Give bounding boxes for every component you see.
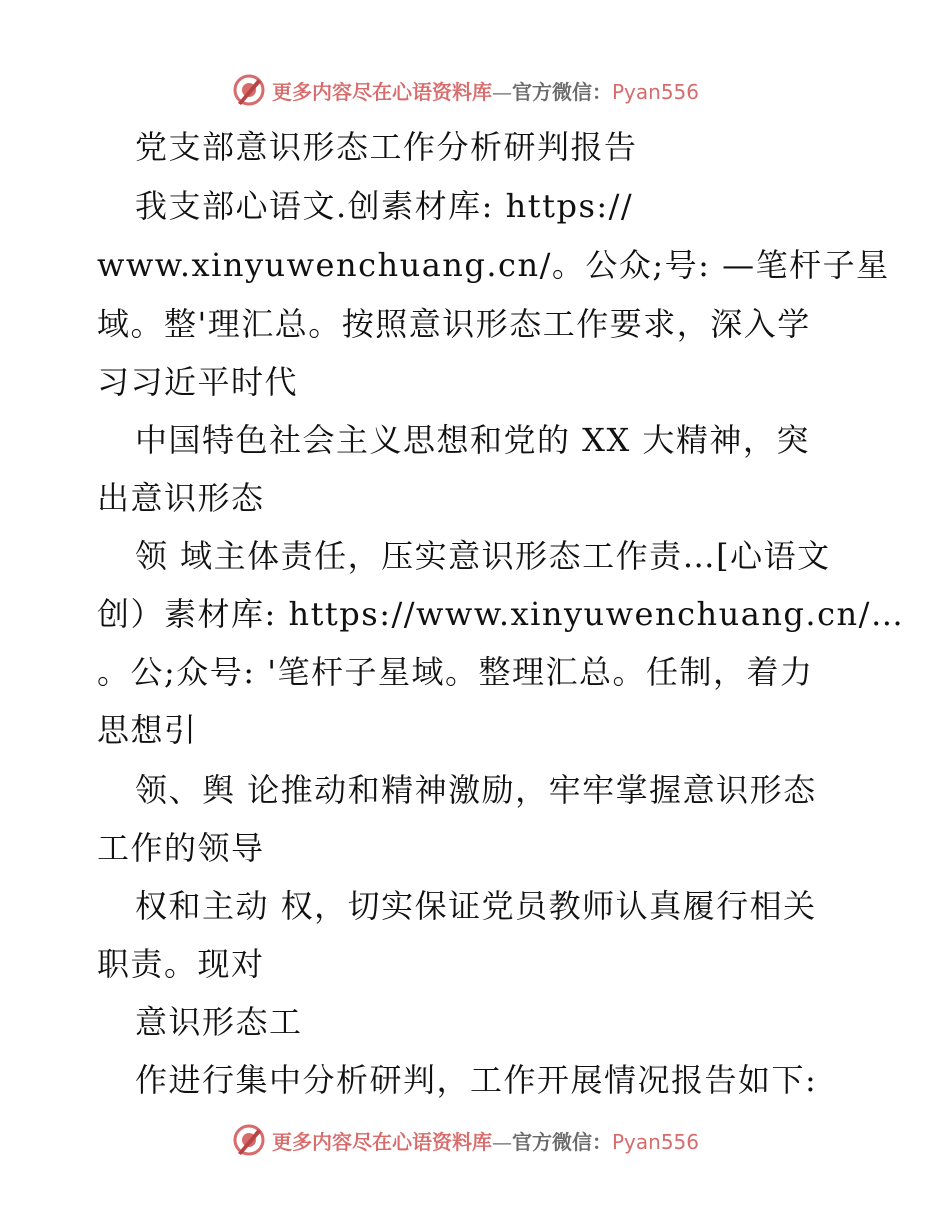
watermark-dash: — [492, 1129, 512, 1154]
watermark-sub: 官方微信： [512, 79, 612, 104]
paragraph-line: 出意识形态 [97, 479, 265, 517]
paragraph-line: 意识形态工 [135, 1003, 303, 1041]
watermark-footer [232, 1120, 712, 1160]
paragraph-line: 作进行集中分析研判，工作开展情况报告如下: [135, 1061, 818, 1099]
paragraph-line: 创）素材库: https://www.xinyuwenchuang.cn/… [97, 595, 905, 633]
watermark-sub: 官方微信： [512, 1129, 612, 1154]
paragraph-line: 习习近平时代 [97, 363, 299, 401]
paragraph-line: www.xinyuwenchuang.cn/。公众;号: —笔杆子星 [97, 246, 890, 284]
paragraph-line: 领、舆 论推动和精神激励，牢牢掌握意识形态 [135, 771, 817, 809]
paragraph-line: 思想引 [97, 711, 198, 749]
watermark-id: Pyan556 [612, 79, 700, 104]
watermark-text [272, 76, 699, 105]
paragraph-line: 权和主动 权，切实保证党员教师认真履行相关 [135, 887, 817, 925]
paragraph-line: 中国特色社会主义思想和党的 XX 大精神，突 [135, 421, 810, 459]
watermark-dash: — [492, 79, 512, 104]
paragraph-line: 职责。现对 [97, 945, 265, 983]
paragraph-line: 工作的领导 [97, 829, 265, 867]
paragraph-line: 。公;众号: '笔杆子星域。整理汇总。任制，着力 [97, 653, 814, 691]
paragraph-line: 域。整'理汇总。按照意识形态工作要求，深入学 [97, 305, 811, 343]
watermark-id: Pyan556 [612, 1129, 700, 1154]
watermark-main: 更多内容尽在心语资料库 [272, 1129, 492, 1154]
paragraph-line: 我支部心语文.创素材库: https:// [135, 187, 634, 225]
watermark-header [232, 70, 712, 110]
watermark-text [272, 1126, 699, 1155]
document-title: 党支部意识形态工作分析研判报告 [135, 128, 638, 166]
quill-logo-icon [232, 1123, 266, 1157]
paragraph-line: 领 域主体责任，压实意识形态工作责…[心语文 [135, 537, 831, 575]
quill-logo-icon [232, 73, 266, 107]
watermark-main: 更多内容尽在心语资料库 [272, 79, 492, 104]
